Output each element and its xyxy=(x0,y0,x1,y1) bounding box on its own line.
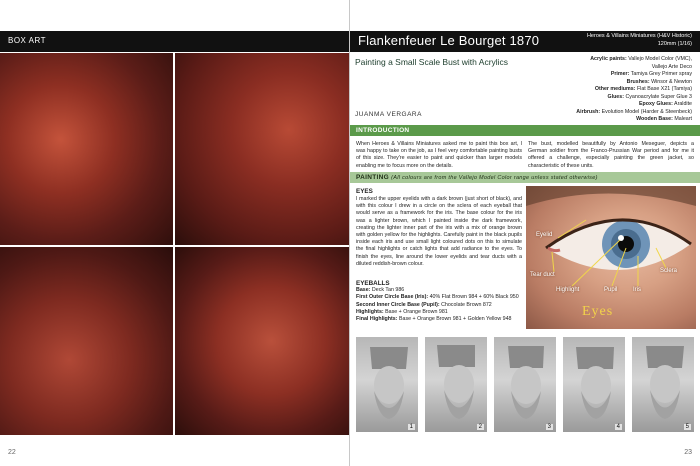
eye-label-highlight: Highlight xyxy=(556,287,580,293)
materials-list xyxy=(522,56,692,124)
recipe-line: Highlights: Base + Orange Brown 981 xyxy=(356,308,448,315)
recipe-line: Final Highlights: Base + Orange Brown 981 + Golden Yellow 948 xyxy=(356,316,512,323)
bust-photo-front xyxy=(0,53,173,245)
step-number: 5 xyxy=(685,424,689,430)
material-row: Epoxy Glues: Araldite xyxy=(638,101,692,107)
left-header-bar xyxy=(0,31,350,52)
step-thumbnail xyxy=(425,337,487,432)
eye-label-sclera: Sclera xyxy=(660,268,678,274)
series-line-1: Heroes & Villains Miniatures (H&V Historic) xyxy=(586,33,692,39)
introduction-heading: INTRODUCTION xyxy=(356,127,410,134)
painting-heading: PAINTING xyxy=(356,174,389,181)
material-row: Other mediums: Flat Base X21 (Tamiya) xyxy=(594,86,692,92)
material-row: Glues: Cyanoacrylate Super Glue 3 xyxy=(607,93,692,100)
material-row: Airbrush: Evolution Model (Harder & Steenbeck) xyxy=(576,108,692,115)
painting-note: (All colours are from the Vallejo Model Color range unless stated otherwise) xyxy=(391,175,598,181)
material-row: Vallejo Arte Deco xyxy=(651,63,692,70)
step-thumbnail xyxy=(356,337,418,432)
right-page-number: 23 xyxy=(684,449,692,456)
step-thumbnail xyxy=(632,337,694,432)
grey-face-icon xyxy=(425,337,487,432)
material-row: Brushes: Winsor & Newton xyxy=(626,78,692,85)
right-page xyxy=(350,0,700,466)
grey-face-icon xyxy=(632,337,694,432)
intro-column-1: When Heroes & Villains Miniatures asked me to paint this box art, I was happy to take on the job, as I feel very comfortable painting busts of this size. They're easier to paint and quicker than larger models enabling me to focus more on the details. xyxy=(356,141,522,169)
eye-label-eyelid: Eyelid xyxy=(536,232,553,238)
step-number: 2 xyxy=(478,424,482,430)
left-page-number: 22 xyxy=(8,449,16,456)
grey-face-icon xyxy=(563,337,625,432)
intro-column-2: The bust, modelled beautifully by Antonio Meseguer, depicts a German soldier from the Franco-Prussian War period and for me it offered a challenge, especially painting the green jacket, so characteristic of these units. xyxy=(528,141,694,169)
eye-label-iris: Iris xyxy=(633,287,641,293)
series-info xyxy=(587,33,692,48)
step-number: 1 xyxy=(409,424,413,430)
eye-label-tear-duct: Tear duct xyxy=(530,272,555,278)
step-number: 3 xyxy=(547,424,551,430)
eye-diagram xyxy=(526,186,696,329)
step-thumbnails xyxy=(356,337,696,432)
section-label: BOX ART xyxy=(8,36,47,45)
series-line-2: 120mm (1/16) xyxy=(657,40,692,47)
recipe-line: Second Inner Circle Base (Pupil): Chocolate Brown 872 xyxy=(356,301,492,308)
eye-diagram-title: Eyes xyxy=(582,304,614,319)
introduction-heading-bar xyxy=(350,125,700,136)
step-thumbnail xyxy=(563,337,625,432)
material-row: Wooden Base: Maleart xyxy=(636,116,692,122)
bust-photo-three-quarter xyxy=(175,247,350,435)
eye-label-pupil: Pupil xyxy=(604,287,618,293)
material-row: Primer: Tamiya Grey Primer spray xyxy=(610,71,692,77)
recipe-line: Base: Deck Tan 986 xyxy=(356,287,405,294)
eyeballs-heading: EYEBALLS xyxy=(356,280,390,287)
author-name: JUANMA VERGARA xyxy=(355,111,422,118)
eyes-text: I marked the upper eyelids with a dark brown (just short of black), and with this colour I drew in a circle on the sclera of each eyeball that would serve as a framework for the iris. The base colour for the iris was a lighter brown, which I painted inside the dark framework, creating the lighter inner part of the iris with a mix of orange brown with golden yellow for the highlights. Carefully paint in the black pupils inside each iris and use small light coloured dots on this to simulate the final highlights or catch lights that add radiance to the eyes. To finish the eyes, line around the lower eyelids and tear ducts with a diluted reddish-brown colour. xyxy=(356,196,522,267)
eyeballs-recipe xyxy=(356,280,526,323)
recipe-line: First Outer Circle Base (Iris): 40% Flat Brown 984 + 60% Black 950 xyxy=(356,294,519,301)
material-row: Acrylic paints: Vallejo Model Color (VMC), xyxy=(590,56,692,62)
right-header-bar xyxy=(350,31,700,52)
grey-face-icon xyxy=(494,337,556,432)
bust-photo-back xyxy=(0,247,173,435)
step-thumbnail xyxy=(494,337,556,432)
article-subtitle: Painting a Small Scale Bust with Acrylics xyxy=(355,57,509,67)
eyes-heading: EYES xyxy=(356,188,373,195)
bust-photo-side xyxy=(175,53,350,245)
article-title: Flankenfeuer Le Bourget 1870 xyxy=(358,33,540,48)
grey-face-icon xyxy=(356,337,418,432)
step-number: 4 xyxy=(616,424,620,430)
painting-heading-bar xyxy=(350,172,700,183)
